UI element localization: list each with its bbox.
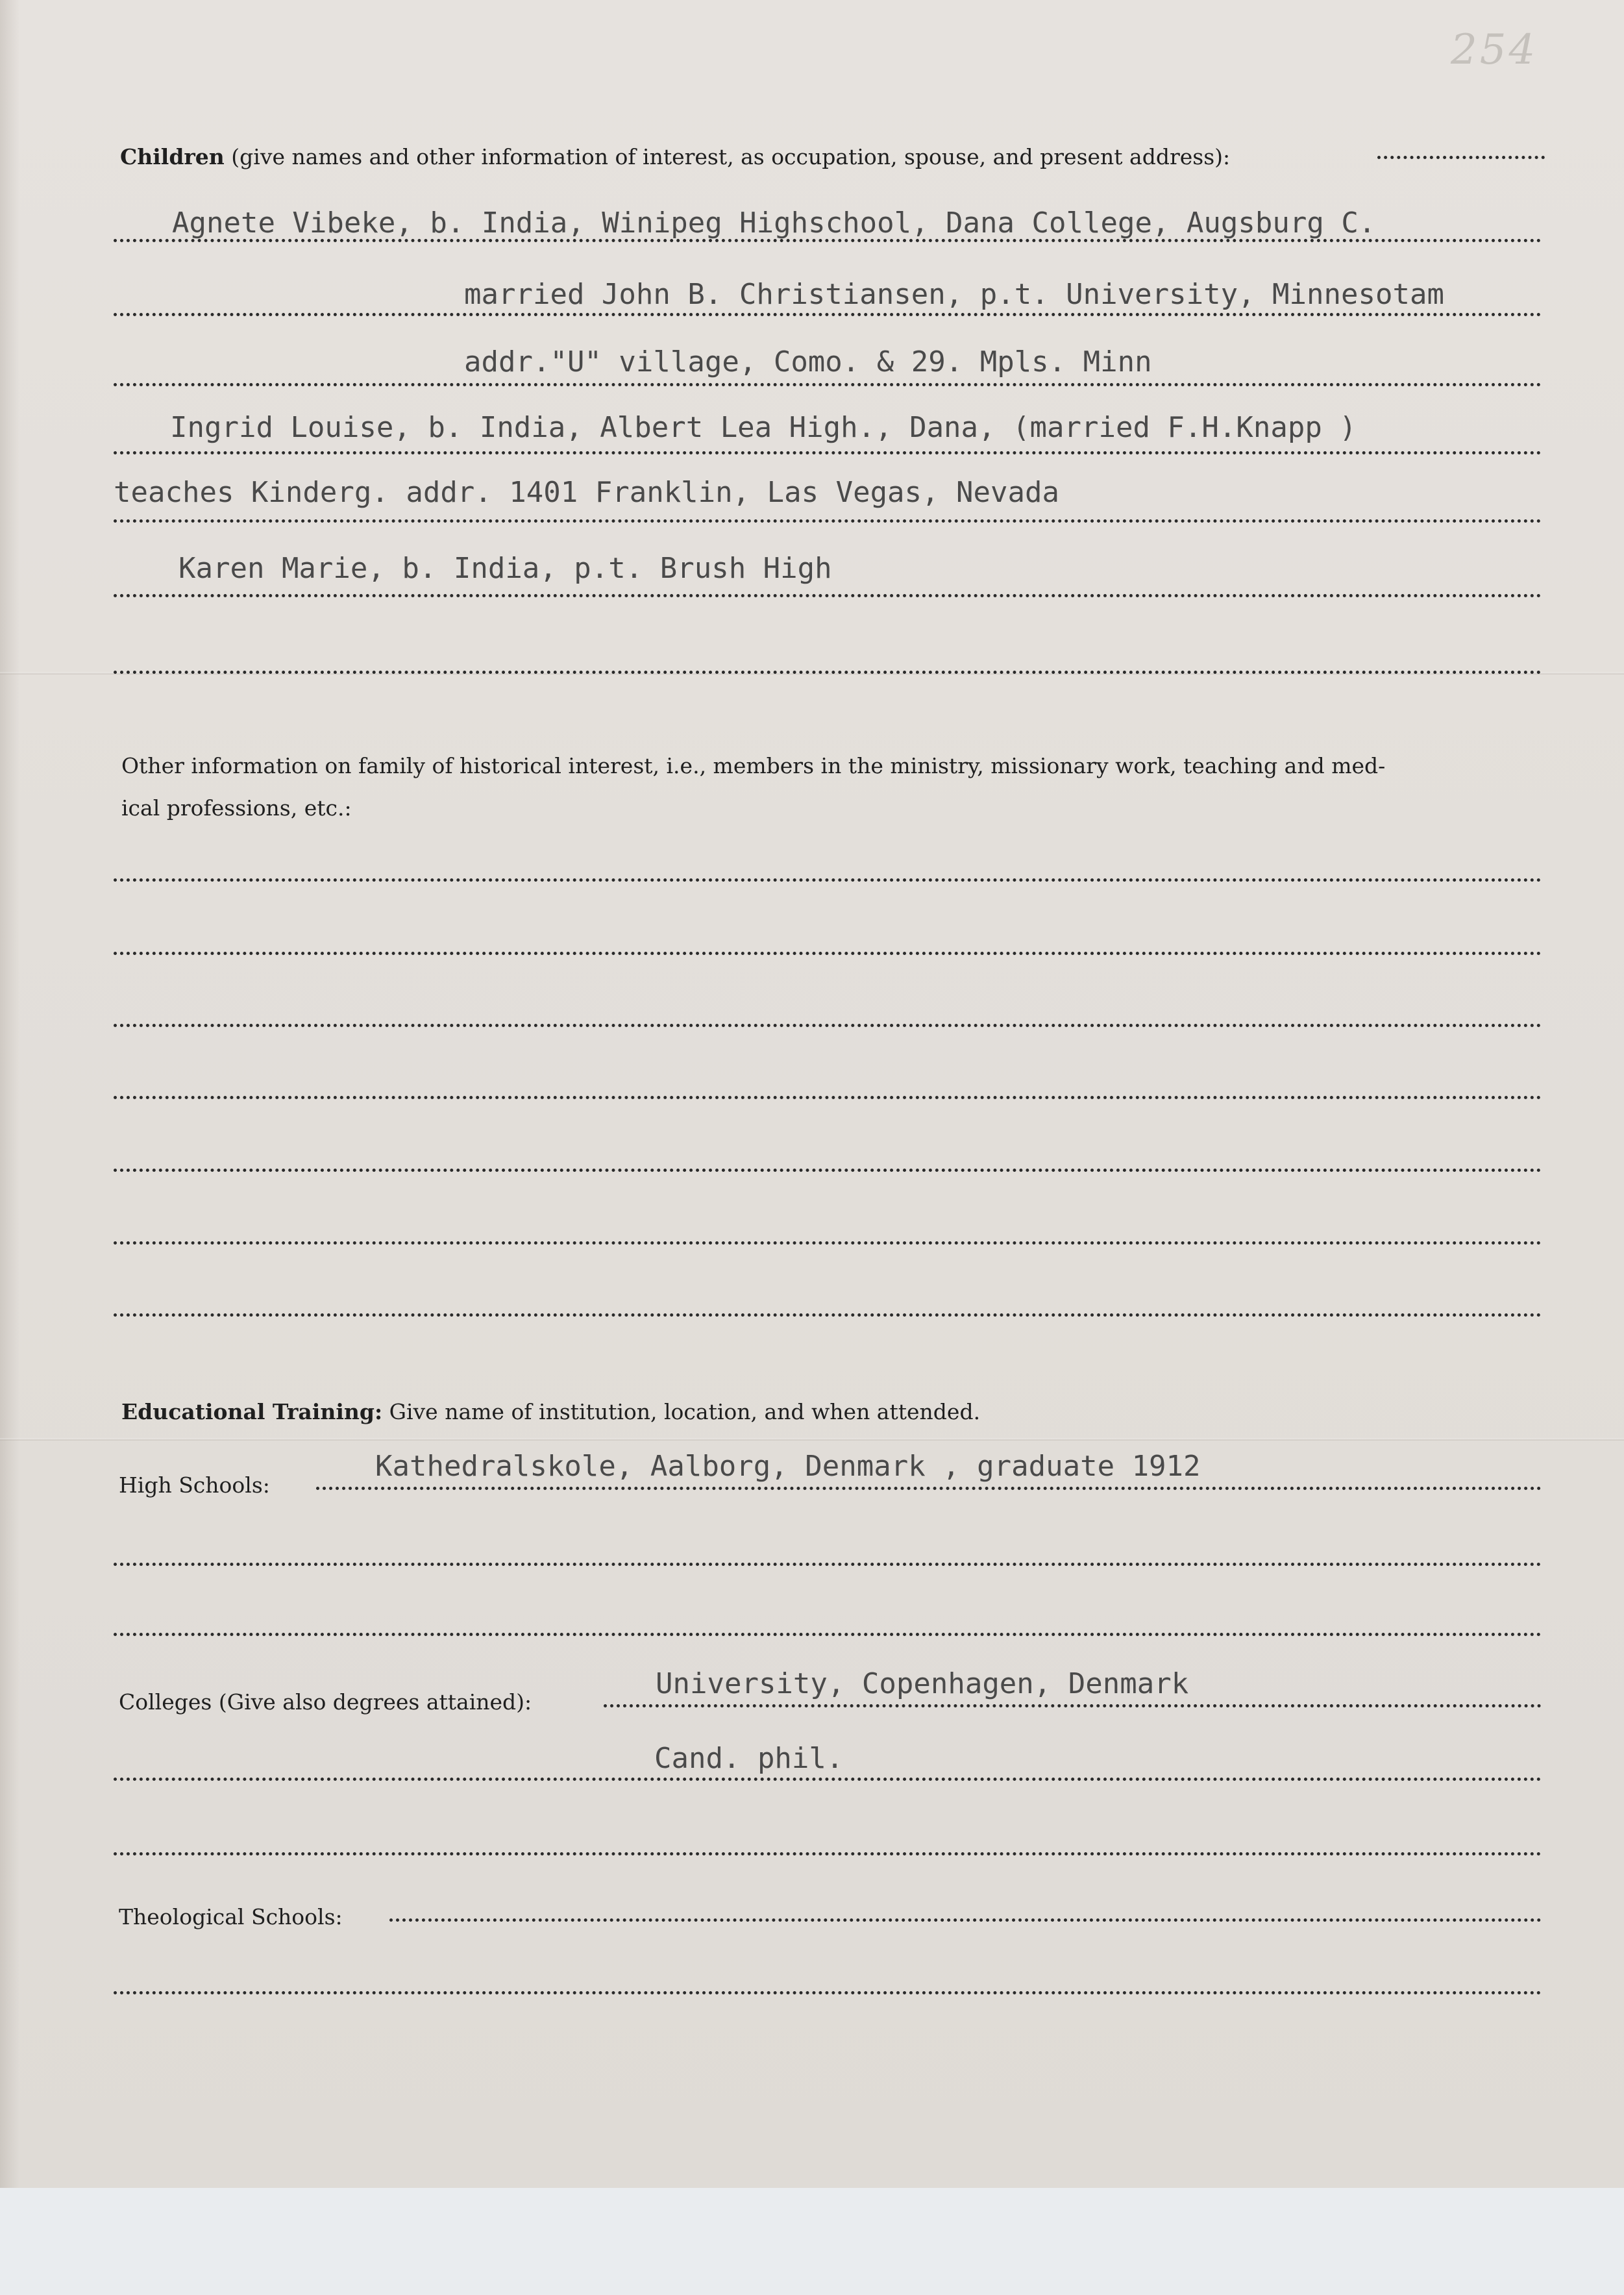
children-label-rest: (give names and other information of interest, as occupation, spouse, and present address): xyxy=(231,144,1231,169)
theological-schools-label: Theological Schools: xyxy=(119,1904,343,1929)
colleges-value: University, Copenhagen, Denmark xyxy=(656,1667,1189,1700)
children-entry-4: Ingrid Louise, b. India, Albert Lea High., Dana, (married F.H.Knapp ) xyxy=(170,411,1357,444)
education-label xyxy=(121,1399,980,1424)
high-schools-line-3 xyxy=(114,1633,1542,1636)
colleges-degree: Cand. phil. xyxy=(654,1742,844,1775)
high-schools-line-2 xyxy=(114,1563,1542,1566)
colleges-line-3 xyxy=(114,1852,1542,1855)
children-entry-2: married John B. Christiansen, p.t. University, Minnesotam xyxy=(464,278,1444,311)
children-entry-1: Agnete Vibeke, b. India, Winipeg Highschool, Dana College, Augsburg C. xyxy=(172,206,1376,240)
other-info-line-4 xyxy=(114,1096,1542,1099)
children-line-7 xyxy=(114,671,1542,674)
children-entry-6: Karen Marie, b. India, p.t. Brush High xyxy=(178,552,832,585)
high-schools-line-1 xyxy=(316,1487,1542,1490)
other-info-line-2 xyxy=(114,952,1542,955)
children-label-bold: Children xyxy=(120,144,225,169)
other-info-line-6 xyxy=(114,1241,1542,1245)
children-label xyxy=(120,144,1230,169)
other-info-label-line2: ical professions, etc.: xyxy=(121,795,352,821)
other-info-line-7 xyxy=(114,1313,1542,1317)
high-schools-value: Kathedralskole, Aalborg, Denmark , graduate 1912 xyxy=(375,1450,1201,1483)
colleges-line-1 xyxy=(604,1704,1542,1707)
children-line-4 xyxy=(114,451,1542,454)
children-line-2 xyxy=(114,313,1542,316)
page-edge-shadow xyxy=(0,0,19,2188)
other-info-line-3 xyxy=(114,1024,1542,1027)
other-info-line-5 xyxy=(114,1169,1542,1172)
children-entry-5: teaches Kinderg. addr. 1401 Franklin, Las Vegas, Nevada xyxy=(114,476,1059,509)
other-info-line-1 xyxy=(114,878,1542,882)
other-info-label-line1: Other information on family of historical interest, i.e., members in the ministry, missionary work, teaching and med- xyxy=(121,753,1386,778)
children-line-5 xyxy=(114,519,1542,523)
children-line-3 xyxy=(114,383,1542,386)
colleges-line-2 xyxy=(114,1778,1542,1781)
colleges-label: Colleges (Give also degrees attained): xyxy=(119,1689,532,1715)
high-schools-label: High Schools: xyxy=(119,1472,270,1498)
education-label-bold: Educational Training: xyxy=(121,1399,383,1424)
theological-schools-line-2 xyxy=(114,1991,1542,1994)
theological-schools-line-1 xyxy=(389,1918,1542,1922)
children-header-dotted-line xyxy=(1377,156,1545,159)
children-entry-3: addr."U" village, Como. & 29. Mpls. Minn xyxy=(464,345,1152,378)
children-line-6 xyxy=(114,594,1542,597)
education-label-rest: Give name of institution, location, and when attended. xyxy=(389,1399,981,1424)
page-number: 254 xyxy=(1451,26,1538,74)
fold-crease-lower xyxy=(0,1438,1624,1441)
